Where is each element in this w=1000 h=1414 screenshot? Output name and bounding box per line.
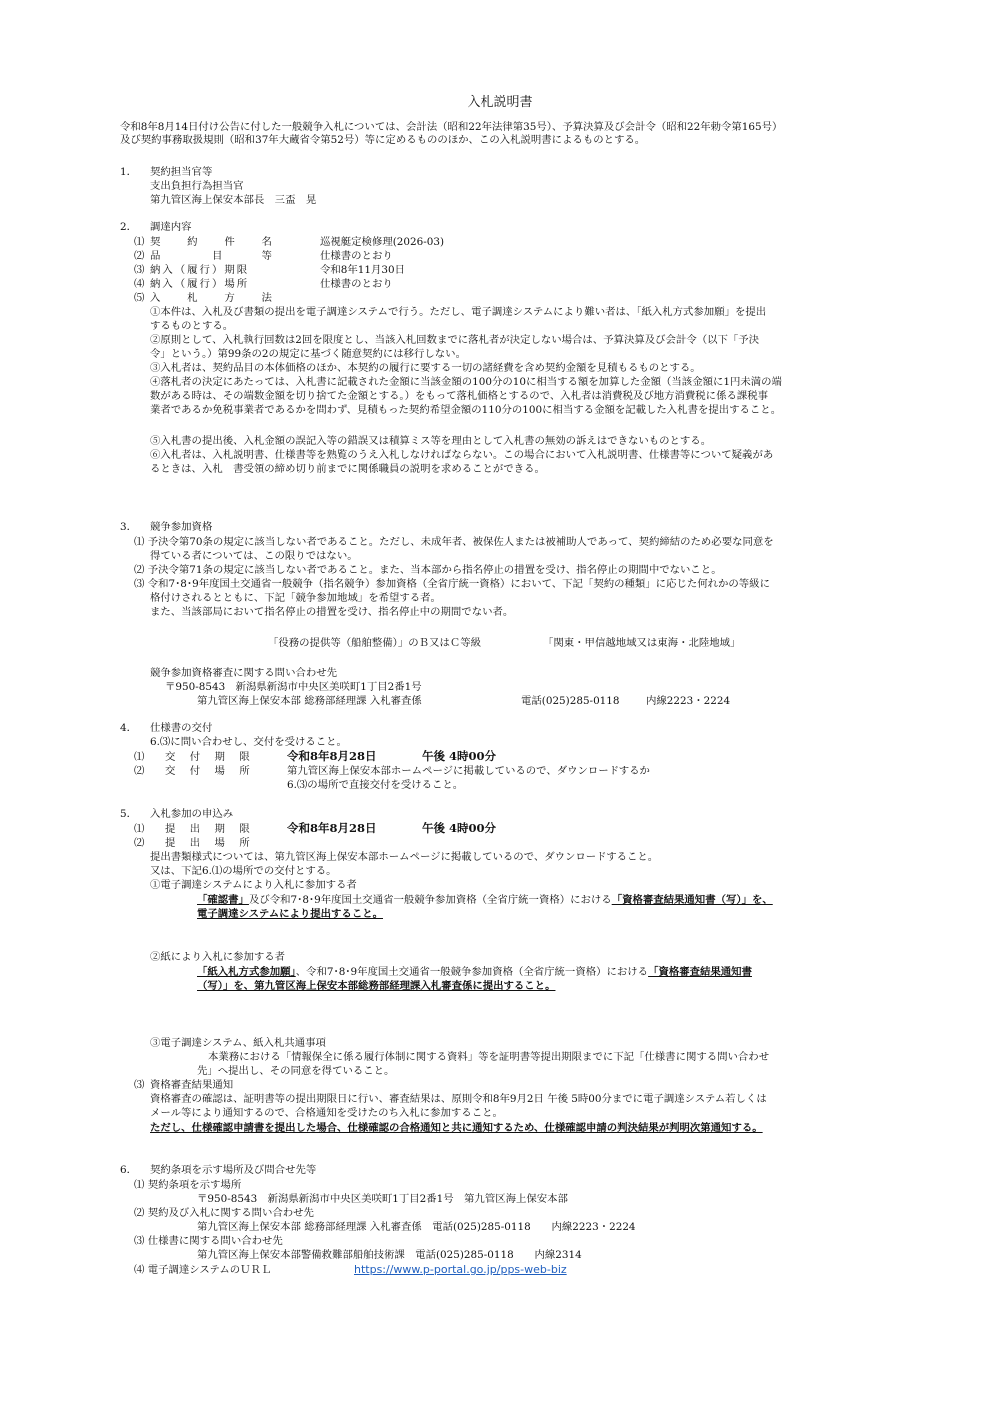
issue-deadline-time: 午後 4時00分 — [422, 749, 497, 763]
review-emphasis: ただし、仕様確認申請書を提出した場合、仕様確認の合格通知と共に通知するため、仕様確認申請の判決結果が判明次第通知する。 — [150, 1122, 763, 1134]
section-heading: 調達内容 — [150, 221, 192, 233]
method-line: ⑤入札書の提出後、入札金額の誤記入等の錯誤又は積算ミス等を理由として入札書の無効の訴えはできないものとする。 — [150, 435, 712, 447]
inquiry-phone: 電話(025)285-0118 — [521, 695, 620, 707]
officer-name: 第九管区海上保安本部長 三盃 晃 — [150, 194, 317, 206]
emphasis-text: 「資格審査結果通知書 — [648, 966, 752, 978]
officer-title: 支出負担行為担当官 — [150, 180, 244, 192]
contact-item: ⑷ 電子調達システムのＵＲＬ — [134, 1264, 272, 1276]
contact-value: 〒950-8543 新潟県新潟市中央区美咲町1丁目2番1号 第九管区海上保安本部 — [197, 1193, 568, 1205]
item-number: ⑶ — [134, 264, 145, 276]
spec-note: 6.⑶に問い合わせし、交付を受けること。 — [150, 736, 347, 748]
electronic-heading: ①電子調達システムにより入札に参加する者 — [150, 879, 357, 891]
submit-deadline-date: 令和8年8月28日 — [287, 821, 377, 835]
contact-item: ⑵ 契約及び入札に関する問い合わせ先 — [134, 1207, 314, 1219]
item-value: 巡視艇定検修理(2026-03) — [320, 236, 445, 248]
issue-deadline-date: 令和8年8月28日 — [287, 749, 377, 763]
section-heading: 契約条項を示す場所及び問合せ先等 — [150, 1164, 317, 1176]
section-heading: 入札参加の申込み — [150, 808, 234, 820]
item-label: 資格審査結果通知 — [150, 1079, 234, 1091]
qualification-line: 格付けされるとともに、下記「競争参加地域」を希望する者。 — [150, 592, 441, 604]
qualification-line: 得ている者については、この限りではない。 — [150, 550, 358, 562]
review-text: メール等により通知するので、合格通知を受けたのち入札に参加すること。 — [150, 1107, 503, 1119]
contact-value: 第九管区海上保安本部警備救難部船舶技術課 電話(025)285-0118 内線2314 — [197, 1249, 582, 1261]
inquiry-extension: 内線2223・2224 — [646, 695, 731, 707]
contract-grade: 「役務の提供等（船舶整備）」のＢ又はＣ等級 — [268, 637, 482, 649]
qualification-line: ⑶ 令和7･8･9年度国土交通省一般競争（指名競争）参加資格（全省庁統一資格）において、下記「契約の種類」に応じた何れかの等級に — [134, 578, 770, 590]
document-title: 入札説明書 — [467, 95, 533, 110]
section-number: 6． — [120, 1164, 138, 1176]
item-number: ⑵ — [134, 837, 145, 849]
paper-heading: ②紙により入札に参加する者 — [150, 951, 286, 963]
section-number: 2． — [120, 221, 138, 233]
item-label: 提 出 期 限 — [165, 823, 252, 835]
emphasis-text: （写）」を、第九管区海上保安本部総務部経理課入札審査係に提出すること。 — [197, 980, 556, 992]
item-label: 提 出 場 所 — [165, 837, 252, 849]
review-text: 資格審査の確認は、証明書等の提出期限日に行い、審査結果は、原則令和8年9月2日 午後 5時00分までに電子調達システム若しくは — [150, 1093, 767, 1105]
item-number: ⑵ — [134, 765, 145, 777]
contact-item: ⑶ 仕様書に関する問い合わせ先 — [134, 1235, 283, 1247]
inquiry-address: 〒950-8543 新潟県新潟市中央区美咲町1丁目2番1号 — [165, 681, 422, 693]
item-number: ⑷ — [134, 278, 145, 290]
issue-place: 第九管区海上保安本部ホームページに掲載しているので、ダウンロードするか — [287, 765, 650, 777]
method-line: 業者であるか免税事業者であるかを問わず、見積もった契約希望金額の110分の100に相当する金額を記載した入札書を提出すること。 — [150, 404, 782, 416]
item-number: ⑴ — [134, 751, 145, 763]
emphasis-text: 「資格審査結果通知書（写）」を、 — [611, 894, 773, 906]
inquiry-department: 第九管区海上保安本部 総務部経理課 入札審査係 — [197, 695, 422, 707]
method-line: ②原則として、入札執行回数は2回を限度とし、当該入札回数までに落札者が決定しない場合は、予算決算及び会計令（以下「予決 — [150, 334, 760, 346]
qualification-line: また、当該部局において指名停止の措置を受け、指名停止中の期間でない者。 — [150, 606, 514, 618]
section-heading: 契約担当官等 — [150, 166, 213, 178]
contact-value: 第九管区海上保安本部 総務部経理課 入札審査係 電話(025)285-0118 内線2223・2224 — [197, 1221, 636, 1233]
section-number: 4． — [120, 722, 138, 734]
item-label: 納入（履行）場所 — [150, 278, 250, 290]
item-value: 仕様書のとおり — [320, 250, 393, 262]
submit-deadline-time: 午後 4時00分 — [422, 821, 497, 835]
item-label: 納入（履行）期限 — [150, 264, 250, 276]
section-number: 5． — [120, 808, 138, 820]
item-number: ⑴ — [134, 236, 145, 248]
contact-item: ⑴ 契約条項を示す場所 — [134, 1179, 242, 1191]
item-value: 令和8年11月30日 — [320, 264, 406, 276]
method-line: 数がある時は、その端数金額を切り捨てた金額とする。）をもって落札価格とするので、入札者は消費税及び地方消費税に係る課税事 — [150, 390, 769, 402]
emphasis-text: 「確認書」 — [197, 894, 249, 906]
item-label: 交 付 期 限 — [165, 751, 252, 763]
section-heading: 競争参加資格 — [150, 521, 213, 533]
item-number: ⑴ — [134, 823, 145, 835]
submit-text: 又は、下記6.⑴の場所での交付とする。 — [150, 865, 337, 877]
submit-text: 提出書類様式については、第九管区海上保安本部ホームページに掲載しているので、ダウンロードすること。 — [150, 851, 659, 863]
method-line: するものとする。 — [150, 320, 234, 332]
method-line: るときは、入札 書受領の締め切り前までに関係職員の説明を求めることができる。 — [150, 463, 545, 475]
section-number: 3． — [120, 521, 138, 533]
method-line: ③入札者は、契約品目の本体価格のほか、本契約の履行に要する一切の諸経費を含め契約金額を見積もるものとする。 — [150, 362, 701, 374]
item-label: 品 目 等 — [150, 250, 274, 262]
emphasis-text: 「紙入札方式参加願」 — [197, 966, 296, 978]
issue-place: 6.⑶の場所で直接交付を受けること。 — [287, 779, 464, 791]
item-number: ⑵ — [134, 250, 145, 262]
item-label: 契 約 件 名 — [150, 236, 274, 248]
method-line: 令」という。）第99条の2の規定に基づく随意契約には移行しない。 — [150, 348, 466, 360]
method-line: ⑥入札者は、入札説明書、仕様書等を熟覧のうえ入札しなければならない。この場合において入札説明書、仕様書等について疑義があ — [150, 449, 774, 461]
item-value: 仕様書のとおり — [320, 278, 393, 290]
common-heading: ③電子調達システム、紙入札共通事項 — [150, 1037, 326, 1049]
portal-url-link[interactable]: https://www.p-portal.go.jp/pps-web-biz — [354, 1263, 567, 1276]
qualification-line: ⑵ 予決令第71条の規定に該当しない者であること。また、当本部から指名停止の措置を受け、指名停止の期間中でないこと。 — [134, 564, 722, 576]
section-number: 1． — [120, 166, 138, 178]
method-line: ④落札者の決定にあたっては、入札書に記載された金額に当該金額の100分の10に相当する額を加算した金額（当該金額に1円未満の端 — [150, 376, 782, 388]
common-text: 先」へ提出し、その同意を得ていること。 — [197, 1065, 395, 1077]
body-text: 及び令和7･8･9年度国土交通省一般競争参加資格（全省庁統一資格）における — [248, 894, 612, 906]
inquiry-heading: 競争参加資格審査に関する問い合わせ先 — [150, 667, 338, 679]
common-text: 本業務における「情報保全に係る履行体制に関する資料」等を証明書等提出期限までに下記「仕様書に関する問い合わせ — [208, 1051, 770, 1063]
emphasis-text: 電子調達システムにより提出すること。 — [197, 908, 383, 920]
section-heading: 仕様書の交付 — [150, 722, 213, 734]
item-number: ⑶ — [134, 1079, 145, 1091]
item-number: ⑸ — [134, 292, 145, 304]
item-label: 交 付 場 所 — [165, 765, 252, 777]
qualification-line: ⑴ 予決令第70条の規定に該当しない者であること。ただし、未成年者、被保佐人または被補助人であって、契約締結のため必要な同意を — [134, 536, 774, 548]
intro-line: 及び契約事務取扱規則（昭和37年大蔵省令第52号）等に定めるもののほか、この入札説明書によるものとする。 — [120, 134, 646, 146]
method-line: ①本件は、入札及び書類の提出を電子調達システムで行う。ただし、電子調達システムにより難い者は、「紙入札方式参加願」を提出 — [150, 306, 767, 318]
body-text: 、令和7･8･9年度国土交通省一般競争参加資格（全省庁統一資格）における — [295, 966, 649, 978]
intro-line: 令和8年8月14日付け公告に付した一般競争入札については、会計法（昭和22年法律第35号）、予算決算及び会計令（昭和22年勅令第165号） — [120, 121, 783, 133]
contract-region: 「関東・甲信越地域又は東海・北陸地域」 — [543, 637, 741, 649]
item-label: 入 札 方 法 — [150, 292, 274, 304]
